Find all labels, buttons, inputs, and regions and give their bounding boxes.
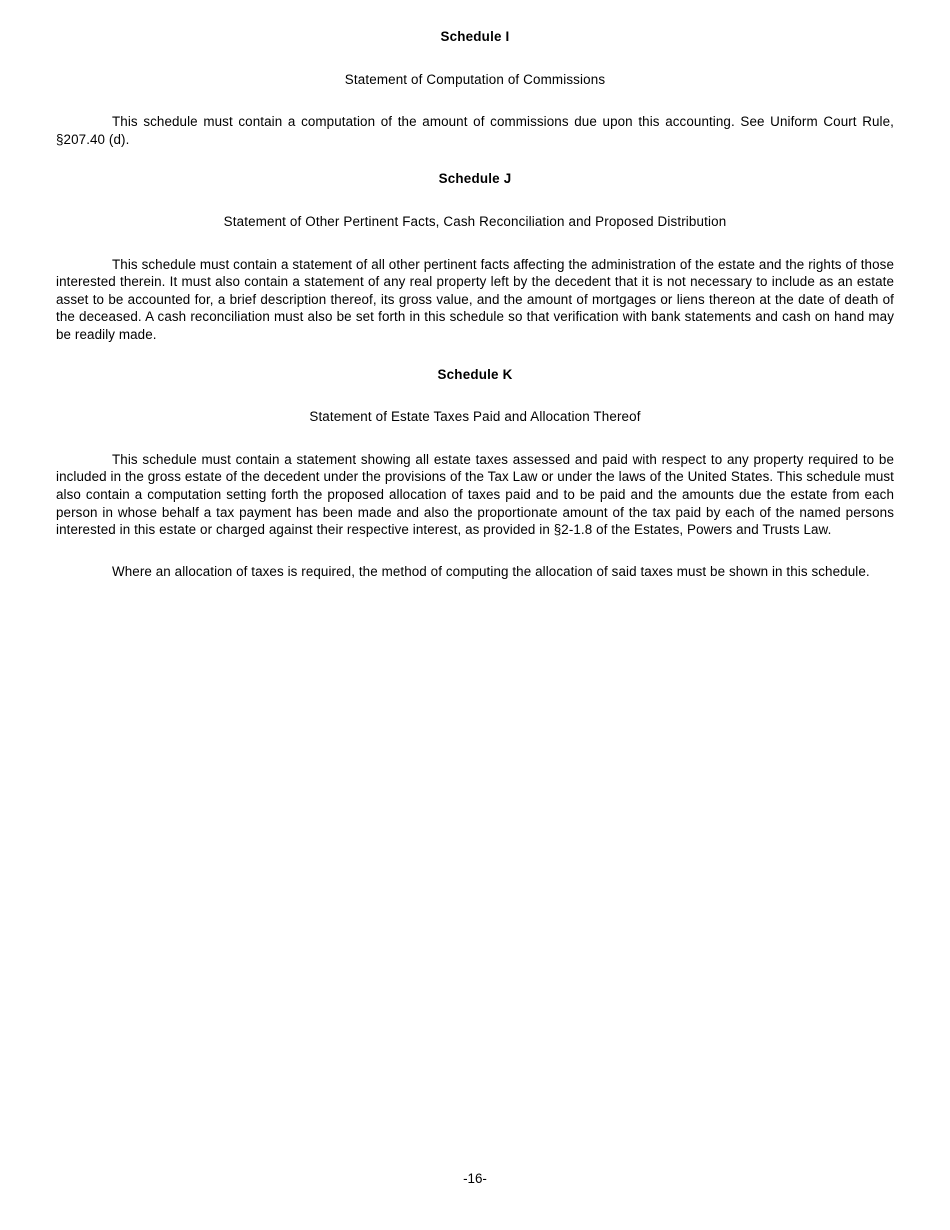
schedule-j-paragraph: This schedule must contain a statement of all other pertinent facts affecting the administration of the estate and the rights of those interested therein. It must also contain a statement of any real property left by the decedent that it is not necessary to include as an estate asset to be accounted for, a brief description thereof, its gross value, and the amount of mortgages or liens thereon at the date of death of the deceased. A cash reconciliation must also be set forth in this schedule so that verification with bank statements and cash on hand may be readily made. xyxy=(56,256,894,342)
schedule-j-subtitle: Statement of Other Pertinent Facts, Cash Reconciliation and Proposed Distribution xyxy=(223,213,727,229)
schedule-i-subtitle: Statement of Computation of Commissions xyxy=(344,71,606,87)
schedule-i-paragraph: This schedule must contain a computation of the amount of commissions due upon this accounting. See Uniform Court Rule, §207.40 (d). xyxy=(56,114,894,147)
schedule-k-heading: Schedule K xyxy=(437,366,513,382)
schedule-k-allocation-paragraph: Where an allocation of taxes is required, the method of computing the allocation of said taxes must be shown in this schedule. xyxy=(112,563,870,579)
schedule-j-heading: Schedule J xyxy=(438,171,512,187)
schedule-k-subtitle: Statement of Estate Taxes Paid and Allocation Thereof xyxy=(309,409,641,425)
schedule-i-heading: Schedule I xyxy=(440,29,510,44)
schedule-k-paragraph: This schedule must contain a statement showing all estate taxes assessed and paid with respect to any property required to be included in the gross estate of the decedent under the provisions of the Tax Law or under the laws of the United States. This schedule must also contain a computation setting forth the proposed allocation of taxes paid and to be paid and the amounts due the estate from each person in whose behalf a tax payment has been made and also the proportionate amount of the tax paid by each of the named persons interested in this estate or charged against their respective interest, as provided in §2-1.8 of the Estates, Powers and Trusts Law. xyxy=(56,451,894,538)
page-number: -16- xyxy=(463,1171,487,1186)
document-page xyxy=(56,26,894,582)
